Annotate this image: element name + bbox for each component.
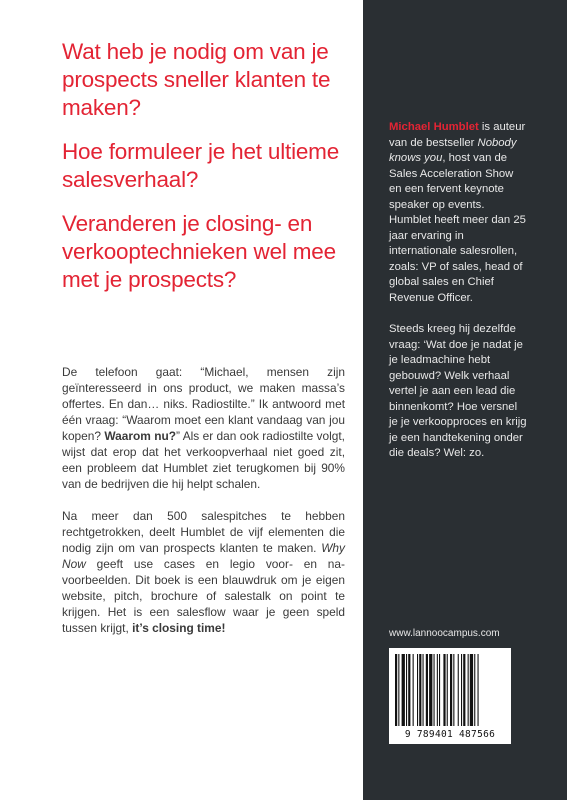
barcode-bar [419,654,421,726]
author-name: Michael Humblet [389,121,479,133]
barcode-bar [398,654,399,726]
blurb-text [62,364,345,652]
headline-1: Wat heb je nodig om van je prospects sneller klanten te maken? [62,39,331,120]
barcode-bar [413,654,414,726]
barcode-bar [408,654,410,726]
barcode-bar [478,654,479,726]
headline-block [62,38,354,310]
barcode-bar [402,654,405,726]
barcode-bar [453,654,454,726]
barcode-bar [406,654,407,726]
barcode-bar [470,654,473,726]
barcode-bar [434,654,435,726]
blurb-paragraph-2: Na meer dan 500 salespitches te hebben rechtgetrokken, deelt Humblet de vijf elementen die nodig zijn om van prospects klanten te maken. Why Now geeft use cases en legio voor- en na-voorbeelden. Dit boek is een blauwdruk om je eigen website, pitch, brochure of salestalk on point te krijgen. Het is een salesflow waar je geen speld tussen krijgt, it’s closing time! [62,509,345,635]
barcode-bar [461,654,462,726]
isbn-number: 9 789401 487566 [404,729,496,740]
author-bio [389,120,529,478]
barcode-bar [474,654,475,726]
publisher-website[interactable]: www.lannoocampus.com [389,628,500,639]
barcode-bar [395,654,397,726]
barcode-bar [463,654,465,726]
barcode-bars [395,654,505,726]
barcode-bar [443,654,445,726]
barcode-bar [450,654,452,726]
author-quote: Steeds kreeg hij dezelfde vraag: ‘Wat doe je nadat je je leadmachine hebt gebouwd? Welk verhaal vertel je aan een lead die binnenkomt? Hoe versnel je je verkoopproces en krijg je een handtekening onder die deals? Wel: zo. [389,323,527,459]
barcode [389,648,511,744]
barcode-bar [426,654,428,726]
barcode-bar [437,654,438,726]
barcode-bar [468,654,469,726]
headline-2: Hoe formuleer je het ultieme salesverhaal? [62,139,340,192]
barcode-bar [429,654,432,726]
barcode-bar [417,654,418,726]
barcode-bar [458,654,459,726]
barcode-bar [447,654,448,726]
blurb-paragraph-1: De telefoon gaat: “Michael, mensen zijn geïnteresseerd in ons product, we maken massa’s offertes. En dan… niks. Radiostilte.” Ik antwoord met één vraag: “Waarom moet een klant vandaag van jou kopen? Waarom nu?” Als er dan ook radiostilte volgt, wijst dat erop dat het verkoopverhaal niet goed zit, een probleem dat Humblet ziet terugkomen bij 90% van de bedrijven die hij helpt schalen. [62,365,345,491]
headline-3: Veranderen je closing- en verkooptechnieken wel mee met je prospects? [62,211,336,292]
barcode-bar [423,654,424,726]
barcode-bar [439,654,440,726]
author-paragraph: Michael Humblet is auteur van de bestseller Nobody knows you, host van de Sales Acceleration Show en een fervent keynote speaker op events. Humblet heeft meer dan 25 jaar ervaring in internationale salesrollen, zoals: VP of sales, head of global sales en Chief Revenue Officer. [389,121,526,304]
